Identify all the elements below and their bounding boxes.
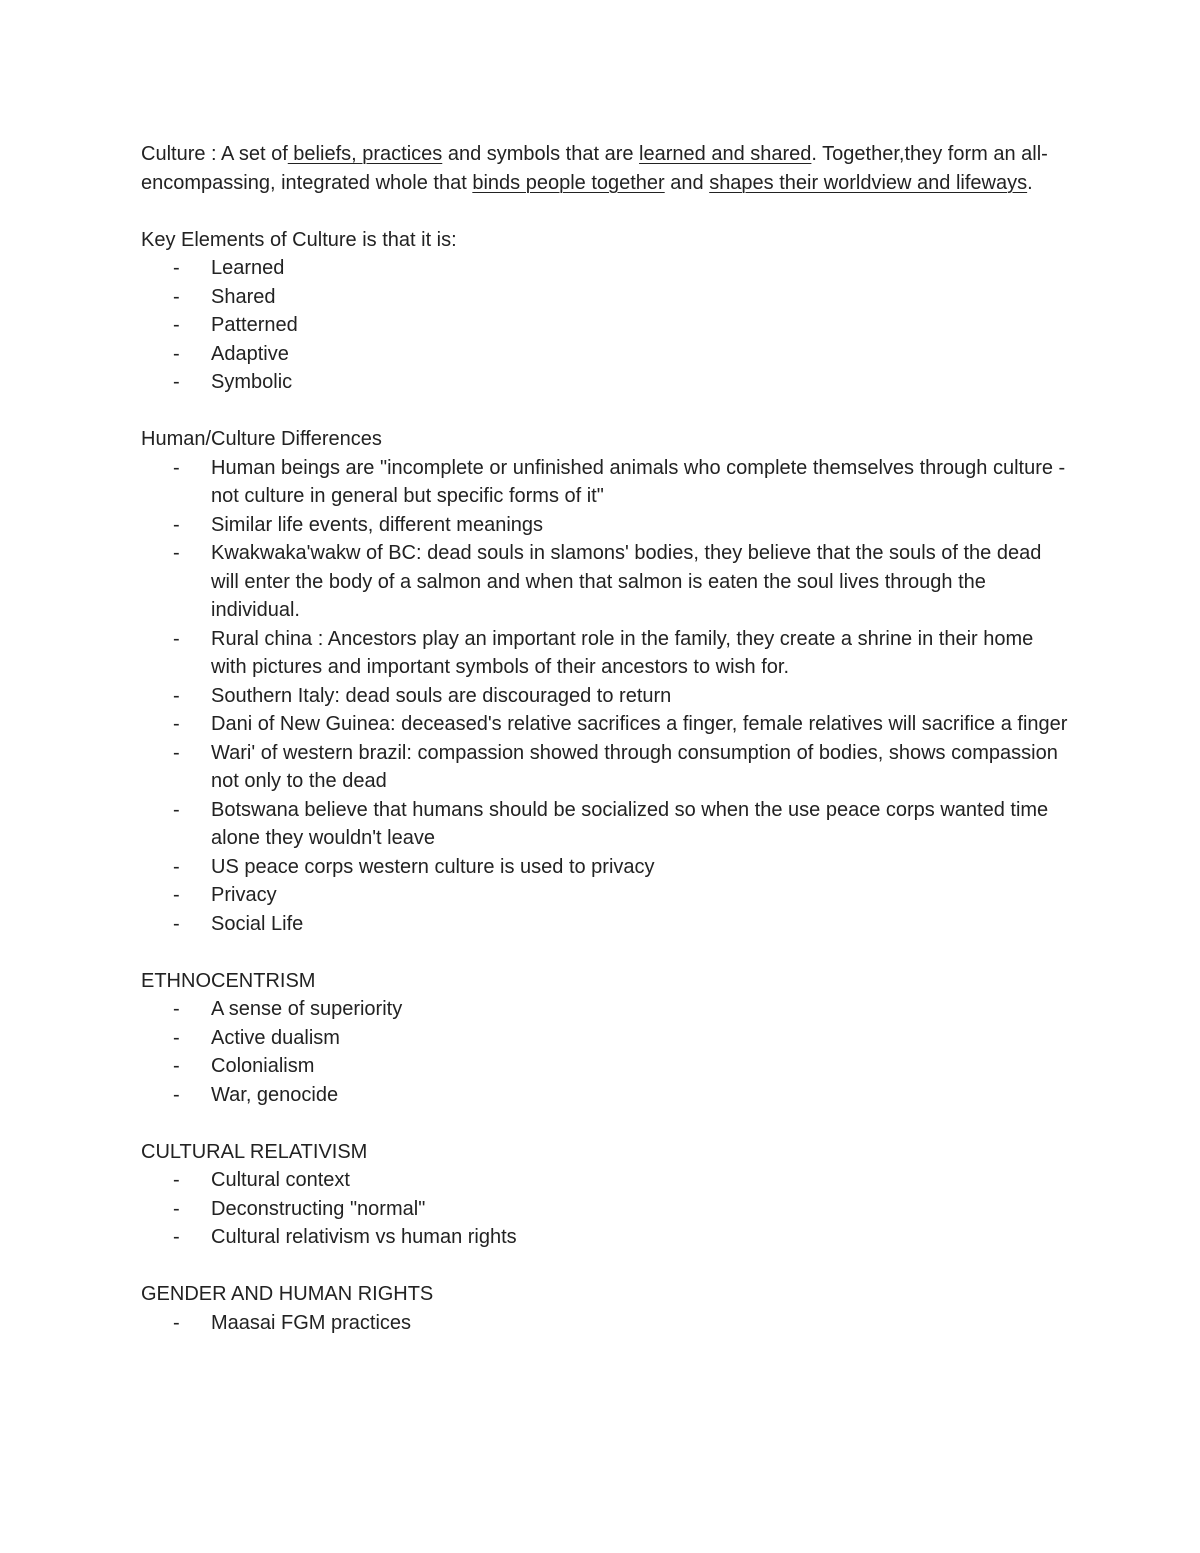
dash-bullet-icon: -	[173, 1055, 180, 1077]
list-item-text: Southern Italy: dead souls are discouraged to return	[211, 684, 672, 707]
dash-bullet-icon: -	[173, 1026, 180, 1049]
intro-text: .	[1027, 171, 1033, 194]
underlined-phrase: beliefs, practices	[287, 143, 443, 165]
list-item-text: Maasai FGM practices	[211, 1311, 412, 1334]
list-item-text: Shared	[211, 285, 276, 308]
list-item-text: Learned	[211, 257, 285, 279]
list-item-text: War, genocide	[211, 1083, 339, 1106]
list-item	[141, 1223, 1071, 1252]
list-item-text: Botswana believe that humans should be socialized so when the use peace corps wanted time alone they wouldn't leave	[211, 798, 1049, 849]
underlined-phrase: shapes their worldview and lifeways	[709, 171, 1028, 194]
list-item	[141, 710, 1071, 739]
dash-bullet-icon: -	[173, 542, 180, 564]
list-item-text: Deconstructing "normal"	[211, 1197, 426, 1220]
document-page	[141, 140, 1071, 1337]
section-spacer	[141, 397, 1071, 426]
intro-text: . Together,they form an all-encompassing, integrated whole that	[141, 143, 1048, 194]
list-item	[141, 1024, 1071, 1053]
bullet-list	[141, 1166, 1071, 1252]
list-item	[141, 340, 1071, 369]
intro-paragraph	[141, 140, 1071, 197]
list-item-text: Symbolic	[211, 371, 293, 393]
dash-bullet-icon: -	[173, 741, 180, 764]
list-item-text: Privacy	[211, 884, 277, 906]
list-item-text: Human beings are "incomplete or unfinished animals who complete themselves through culture - not culture in general but specific forms of it"	[211, 456, 1066, 507]
list-item-text: Dani of New Guinea: deceased's relative sacrifices a finger, female relatives will sacrifice a finger	[211, 713, 1068, 735]
list-item-text: Similar life events, different meanings	[211, 513, 544, 536]
dash-bullet-icon: -	[173, 371, 180, 393]
list-item-text: Cultural context	[211, 1169, 350, 1191]
dash-bullet-icon: -	[173, 257, 180, 279]
section	[141, 226, 1071, 397]
list-item-text: Cultural relativism vs human rights	[211, 1226, 517, 1248]
list-item	[141, 910, 1071, 939]
section-spacer	[141, 1252, 1071, 1281]
list-item-text: Colonialism	[211, 1055, 315, 1077]
list-item-text: Wari' of western brazil: compassion showed through consumption of bodies, shows compassion not only to the dead	[211, 741, 1058, 792]
section-heading: Human/Culture Differences	[141, 428, 382, 450]
dash-bullet-icon: -	[173, 798, 180, 821]
section-heading: ETHNOCENTRISM	[141, 969, 316, 992]
section-heading: CULTURAL RELATIVISM	[141, 1140, 368, 1163]
list-item	[141, 739, 1071, 796]
dash-bullet-icon: -	[173, 285, 180, 308]
dash-bullet-icon: -	[173, 684, 180, 707]
dash-bullet-icon: -	[173, 1083, 180, 1106]
section-spacer	[141, 1109, 1071, 1138]
list-item-text: Active dualism	[211, 1026, 340, 1049]
list-item	[141, 1166, 1071, 1195]
dash-bullet-icon: -	[173, 998, 180, 1020]
list-item	[141, 511, 1071, 540]
list-item-text: US peace corps western culture is used to privacy	[211, 855, 655, 878]
list-item	[141, 1081, 1071, 1110]
dash-bullet-icon: -	[173, 1197, 180, 1220]
list-item	[141, 853, 1071, 882]
list-item	[141, 1052, 1071, 1081]
dash-bullet-icon: -	[173, 456, 180, 479]
dash-bullet-icon: -	[173, 627, 180, 650]
bullet-list	[141, 254, 1071, 397]
bullet-list	[141, 454, 1071, 939]
list-item	[141, 796, 1071, 853]
underlined-phrase: binds people together	[472, 171, 665, 194]
intro-text: and symbols that are	[442, 143, 640, 165]
dash-bullet-icon: -	[173, 342, 180, 365]
list-item	[141, 283, 1071, 312]
list-item	[141, 682, 1071, 711]
list-item-text: Rural china : Ancestors play an important role in the family, they create a shrine in their home with pictures and important symbols of their ancestors to wish for.	[211, 627, 1034, 678]
list-item-text: Adaptive	[211, 342, 289, 365]
list-item	[141, 995, 1071, 1024]
list-item	[141, 454, 1071, 511]
dash-bullet-icon: -	[173, 513, 180, 536]
section	[141, 1138, 1071, 1252]
dash-bullet-icon: -	[173, 912, 180, 935]
sections-container	[141, 197, 1071, 1337]
list-item	[141, 311, 1071, 340]
dash-bullet-icon: -	[173, 1311, 180, 1334]
intro-text: Culture : A set of	[141, 143, 288, 165]
dash-bullet-icon: -	[173, 1169, 180, 1191]
list-item-text: Patterned	[211, 314, 298, 336]
dash-bullet-icon: -	[173, 713, 180, 735]
section-spacer	[141, 197, 1071, 226]
dash-bullet-icon: -	[173, 884, 180, 906]
dash-bullet-icon: -	[173, 314, 180, 336]
list-item	[141, 625, 1071, 682]
bullet-list	[141, 995, 1071, 1109]
list-item	[141, 539, 1071, 625]
list-item-text: A sense of superiority	[211, 998, 403, 1020]
list-item	[141, 1309, 1071, 1338]
list-item	[141, 368, 1071, 397]
section-heading: Key Elements of Culture is that it is:	[141, 228, 457, 251]
section-heading: GENDER AND HUMAN RIGHTS	[141, 1283, 434, 1305]
section	[141, 425, 1071, 938]
intro-text: and	[664, 171, 710, 194]
underlined-phrase: learned and shared	[639, 143, 812, 165]
list-item	[141, 881, 1071, 910]
list-item	[141, 254, 1071, 283]
section	[141, 1280, 1071, 1337]
dash-bullet-icon: -	[173, 1226, 180, 1248]
section-spacer	[141, 938, 1071, 967]
bullet-list	[141, 1309, 1071, 1338]
list-item	[141, 1195, 1071, 1224]
list-item-text: Kwakwaka'wakw of BC: dead souls in slamons' bodies, they believe that the souls of the dead will enter the body of a salmon and when that salmon is eaten the soul lives through the individual.	[211, 542, 1042, 621]
list-item-text: Social Life	[211, 912, 304, 935]
section	[141, 967, 1071, 1110]
dash-bullet-icon: -	[173, 855, 180, 878]
